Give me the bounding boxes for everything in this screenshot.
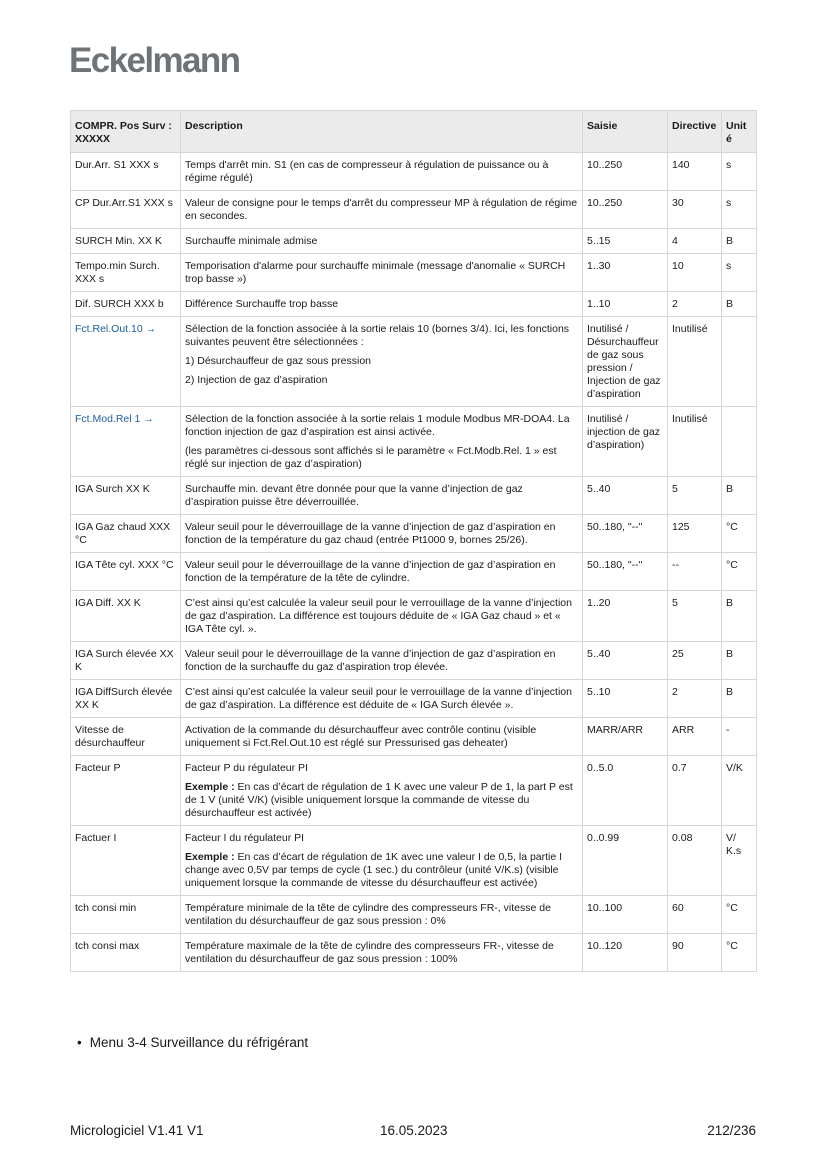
table-row <box>71 292 757 317</box>
param-name: tch consi min <box>71 896 181 934</box>
param-range: MARR/ARR <box>583 718 668 756</box>
param-unit <box>722 407 757 477</box>
param-default: 25 <box>668 642 722 680</box>
param-range: 10..250 <box>583 153 668 191</box>
param-default: 140 <box>668 153 722 191</box>
param-range: 1..10 <box>583 292 668 317</box>
description-text: Facteur I du régulateur PI <box>185 832 305 844</box>
param-range: 1..20 <box>583 591 668 642</box>
param-default: -- <box>668 553 722 591</box>
table-row <box>71 718 757 756</box>
table-header-row <box>71 111 757 153</box>
param-range: 5..40 <box>583 477 668 515</box>
param-range: 1..30 <box>583 254 668 292</box>
param-name: IGA Surch XX K <box>71 477 181 515</box>
table-row <box>71 934 757 972</box>
example-label: Exemple : <box>185 781 235 793</box>
param-name: CP Dur.Arr.S1 XXX s <box>71 191 181 229</box>
table-row <box>71 756 757 826</box>
description-text: Facteur P du régulateur PI <box>185 762 308 774</box>
example-text: En cas d’écart de régulation de 1K avec une valeur I de 0,5, la partie I change avec 0,5V par temps de cycle (1 sec.) du contrôleur (unité V/K.s) (visible uniquement lorsque la commande de vitesse du désurchauffeur est activée) <box>185 851 563 889</box>
param-description: Activation de la commande du désurchauffeur avec contrôle continu (visible uniquement si Fct.Rel.Out.10 est réglé sur Pressurised gas deheater) <box>181 718 583 756</box>
eckelmann-logo: Eckelmann <box>69 41 240 80</box>
header-unit: Unité <box>722 111 757 153</box>
description-note: (les paramètres ci-dessous sont affichés si le paramètre « Fct.Modb.Rel. 1 » est réglé sur injection de gaz d’aspiration) <box>185 445 557 470</box>
param-range: 0..5.0 <box>583 756 668 826</box>
param-unit: B <box>722 229 757 254</box>
table-row <box>71 153 757 191</box>
param-description <box>181 756 583 826</box>
example-text: En cas d’écart de régulation de 1 K avec une valeur P de 1, la part P est de 1 V (unité V/K) (visible uniquement lorsque la commande de vitesse du désurchauffeur est activée) <box>185 781 573 819</box>
footer-firmware: Micrologiciel V1.41 V1 <box>70 1123 204 1138</box>
param-unit: V/ K.s <box>722 826 757 896</box>
param-link-fct-mod-rel-1[interactable]: Fct.Mod.Rel 1 → <box>71 407 181 477</box>
option-2: 2) Injection de gaz d’aspiration <box>185 374 328 386</box>
param-range: Inutilisé / injection de gaz d’aspiration) <box>583 407 668 477</box>
param-unit: °C <box>722 515 757 553</box>
param-default: 0.7 <box>668 756 722 826</box>
param-description: Valeur seuil pour le déverrouillage de la vanne d’injection de gaz d’aspiration en fonction de la température de la tête de cylindre. <box>181 553 583 591</box>
param-range: 50..180, "--" <box>583 515 668 553</box>
param-name: Dur.Arr. S1 XXX s <box>71 153 181 191</box>
param-name: IGA DiffSurch élevée XX K <box>71 680 181 718</box>
param-range: 50..180, "--" <box>583 553 668 591</box>
param-name: IGA Surch élevée XX K <box>71 642 181 680</box>
description-text: Sélection de la fonction associée à la sortie relais 1 module Modbus MR-DOA4. La fonction injection de gaz d’aspiration est ainsi activée. <box>185 413 570 438</box>
param-default: 2 <box>668 680 722 718</box>
table-row <box>71 229 757 254</box>
table-row <box>71 642 757 680</box>
param-description: Valeur seuil pour le déverrouillage de la vanne d’injection de gaz d’aspiration en fonction de la température du gaz chaud (entrée Pt1000 9, bornes 25/26). <box>181 515 583 553</box>
param-description <box>181 317 583 407</box>
footer-date: 16.05.2023 <box>380 1123 448 1138</box>
param-name: IGA Diff. XX K <box>71 591 181 642</box>
param-range: Inutilisé / Désurchauffeur de gaz sous pression / Injection de gaz d’aspiration <box>583 317 668 407</box>
footer-page-number: 212/236 <box>707 1123 756 1138</box>
param-description <box>181 826 583 896</box>
param-name: tch consi max <box>71 934 181 972</box>
param-range: 5..40 <box>583 642 668 680</box>
param-unit: s <box>722 254 757 292</box>
menu-link-bullet[interactable] <box>77 1035 308 1050</box>
param-name: Dif. SURCH XXX b <box>71 292 181 317</box>
param-description: Température maximale de la tête de cylindre des compresseurs FR-, vitesse de ventilation du désurchauffeur de gaz sous pression : 100% <box>181 934 583 972</box>
header-param: COMPR. Pos Surv : XXXXX <box>71 111 181 153</box>
param-name: SURCH Min. XX K <box>71 229 181 254</box>
param-default: 4 <box>668 229 722 254</box>
header-directive: Directive <box>668 111 722 153</box>
table-row <box>71 515 757 553</box>
param-unit: °C <box>722 553 757 591</box>
param-description: Temporisation d'alarme pour surchauffe minimale (message d'anomalie « SURCH trop basse ») <box>181 254 583 292</box>
header-saisie: Saisie <box>583 111 668 153</box>
param-description: C’est ainsi qu’est calculée la valeur seuil pour le verrouillage de la vanne d’injection de gaz d’aspiration. La différence est déduite de « IGA Surch élevée ». <box>181 680 583 718</box>
param-description: Temps d'arrêt min. S1 (en cas de compresseur à régulation de puissance ou à régime régulé) <box>181 153 583 191</box>
param-unit: s <box>722 153 757 191</box>
param-range: 10..120 <box>583 934 668 972</box>
table-row <box>71 191 757 229</box>
table-row <box>71 896 757 934</box>
param-range: 10..100 <box>583 896 668 934</box>
menu-link-text: Menu 3-4 Surveillance du réfrigérant <box>89 1035 309 1050</box>
param-range: 5..15 <box>583 229 668 254</box>
param-description: C’est ainsi qu’est calculée la valeur seuil pour le verrouillage de la vanne d’injection de gaz d’aspiration. La différence est toujours déduite de « IGA Gaz chaud » et « IGA Tête cyl. ». <box>181 591 583 642</box>
header-description: Description <box>181 111 583 153</box>
param-name: IGA Tête cyl. XXX °C <box>71 553 181 591</box>
param-link-fct-rel-out-10[interactable]: Fct.Rel.Out.10 → <box>71 317 181 407</box>
param-unit: B <box>722 477 757 515</box>
param-description <box>181 407 583 477</box>
param-range: 0..0.99 <box>583 826 668 896</box>
param-description: Différence Surchauffe trop basse <box>181 292 583 317</box>
param-name: Factuer I <box>71 826 181 896</box>
example-block <box>185 851 578 890</box>
param-default: 60 <box>668 896 722 934</box>
table-row <box>71 591 757 642</box>
param-unit: - <box>722 718 757 756</box>
param-description: Surchauffe min. devant être donnée pour que la vanne d’injection de gaz d’aspiration puisse être déverrouillée. <box>181 477 583 515</box>
table-row <box>71 553 757 591</box>
option-1: 1) Désurchauffeur de gaz sous pression <box>185 355 371 367</box>
param-default: 30 <box>668 191 722 229</box>
param-unit: B <box>722 292 757 317</box>
param-unit: °C <box>722 934 757 972</box>
param-unit: s <box>722 191 757 229</box>
param-name: IGA Gaz chaud XXX °C <box>71 515 181 553</box>
param-name: Tempo.min Surch. XXX s <box>71 254 181 292</box>
table-row <box>71 680 757 718</box>
param-default: 2 <box>668 292 722 317</box>
param-default: 10 <box>668 254 722 292</box>
param-default: ARR <box>668 718 722 756</box>
param-range: 10..250 <box>583 191 668 229</box>
param-unit: °C <box>722 896 757 934</box>
param-name: Vitesse de désurchauffeur <box>71 718 181 756</box>
param-description: Température minimale de la tête de cylindre des compresseurs FR-, vitesse de ventilation du désurchauffeur de gaz sous pression : 0% <box>181 896 583 934</box>
table-row <box>71 826 757 896</box>
description-text: Sélection de la fonction associée à la sortie relais 10 (bornes 3/4). Ici, les fonctions suivantes peuvent être sélectionnées : <box>185 323 570 348</box>
param-default: 5 <box>668 591 722 642</box>
param-description: Valeur seuil pour le déverrouillage de la vanne d’injection de gaz d’aspiration en fonction de la surchauffe du gaz d’aspiration trop élevée. <box>181 642 583 680</box>
param-unit: B <box>722 642 757 680</box>
param-unit <box>722 317 757 407</box>
parameter-table <box>70 110 757 972</box>
param-unit: B <box>722 680 757 718</box>
param-unit: V/K <box>722 756 757 826</box>
table-row <box>71 477 757 515</box>
param-range: 5..10 <box>583 680 668 718</box>
table-row <box>71 254 757 292</box>
param-default: Inutilisé <box>668 407 722 477</box>
param-description: Valeur de consigne pour le temps d'arrêt du compresseur MP à régulation de régime en secondes. <box>181 191 583 229</box>
table-row <box>71 407 757 477</box>
param-default: 5 <box>668 477 722 515</box>
table-row <box>71 317 757 407</box>
param-unit: B <box>722 591 757 642</box>
param-default: 125 <box>668 515 722 553</box>
param-default: 0.08 <box>668 826 722 896</box>
param-default: 90 <box>668 934 722 972</box>
bullet-icon: • <box>77 1035 82 1050</box>
param-description: Surchauffe minimale admise <box>181 229 583 254</box>
param-name: Facteur P <box>71 756 181 826</box>
example-block <box>185 781 578 820</box>
example-label: Exemple : <box>185 851 235 863</box>
param-default: Inutilisé <box>668 317 722 407</box>
